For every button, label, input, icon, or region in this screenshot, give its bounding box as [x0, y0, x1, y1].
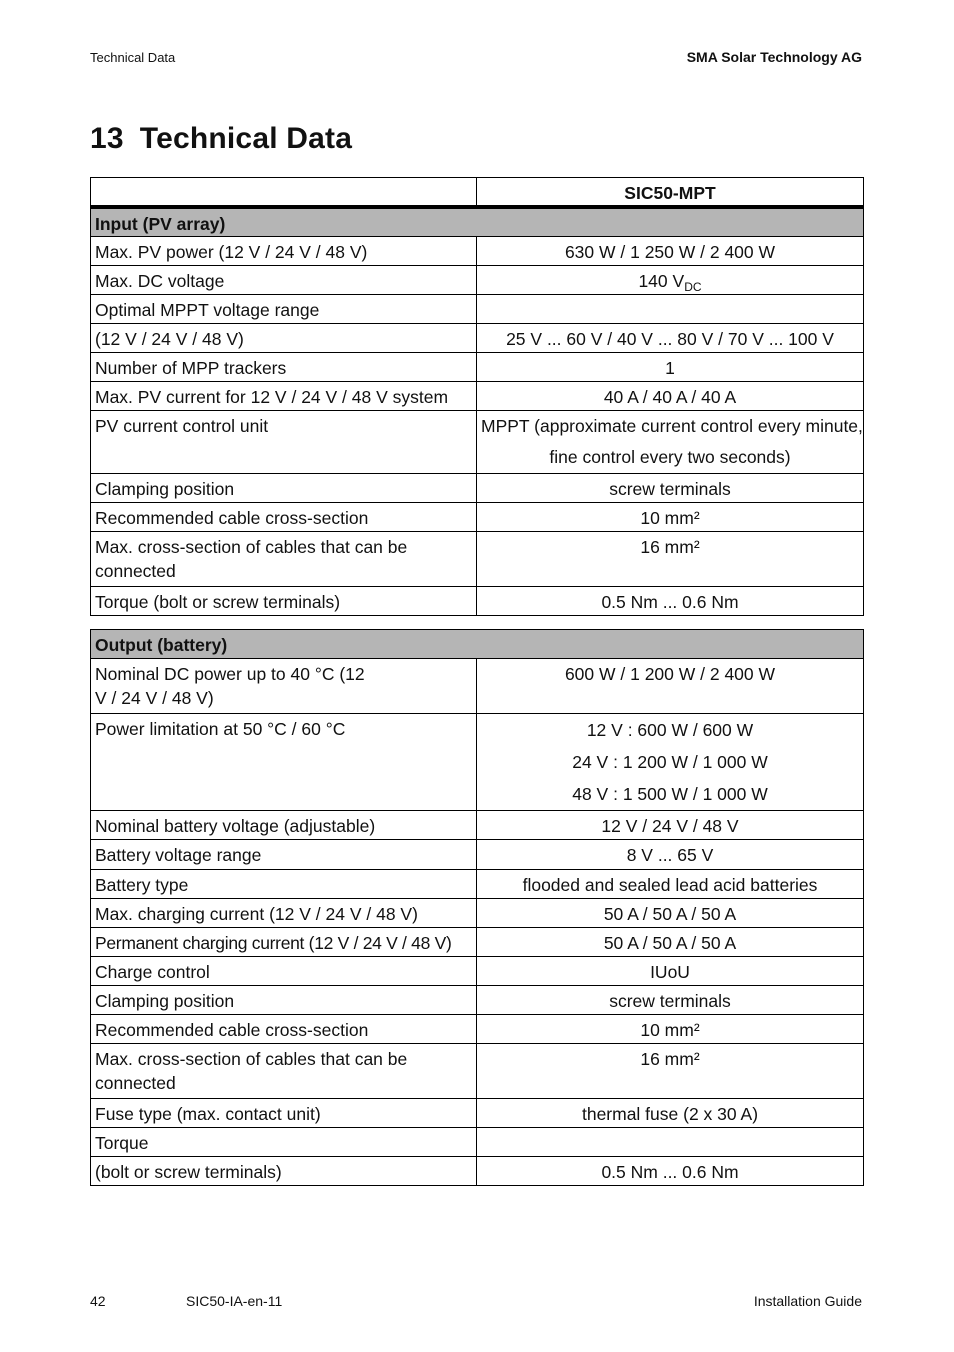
section-row	[91, 630, 864, 659]
spec-value: thermal fuse (2 x 30 A)	[477, 1099, 864, 1128]
spec-value	[477, 714, 864, 811]
model-header: SIC50-MPT	[477, 178, 864, 208]
table-row	[91, 714, 864, 811]
spec-label: Torque (bolt or screw terminals)	[91, 587, 477, 616]
table-row	[91, 659, 864, 714]
spec-value	[477, 1128, 864, 1157]
spec-label: Clamping position	[91, 986, 477, 1015]
table-header-empty	[91, 178, 477, 208]
section-row	[91, 207, 864, 237]
spec-value-line: MPPT (approximate current control every minute,	[481, 416, 863, 436]
spec-value: 8 V ... 65 V	[477, 840, 864, 870]
spec-value: 600 W / 1 200 W / 2 400 W	[477, 659, 864, 714]
spec-label: Nominal DC power up to 40 °C (12 V / 24 V / 48 V)	[91, 659, 477, 714]
table-row	[91, 1157, 864, 1186]
table-row	[91, 986, 864, 1015]
spec-value: 10 mm²	[477, 1015, 864, 1044]
spec-value: 0.5 Nm ... 0.6 Nm	[477, 1157, 864, 1186]
table-row	[91, 324, 864, 353]
spec-label: Power limitation at 50 °C / 60 °C	[91, 714, 477, 811]
output-spec-table	[90, 629, 864, 1186]
spec-value: 25 V ... 60 V / 40 V ... 80 V / 70 V ... 100 V	[477, 324, 864, 353]
table-row	[91, 503, 864, 532]
spec-label: Permanent charging current (12 V / 24 V / 48 V)	[91, 928, 477, 957]
spec-value-main: 140 V	[638, 271, 685, 291]
spec-label: Number of MPP trackers	[91, 353, 477, 382]
spec-value-subscript: DC	[684, 280, 702, 294]
spec-label: Fuse type (max. contact unit)	[91, 1099, 477, 1128]
spec-label: Nominal battery voltage (adjustable)	[91, 811, 477, 840]
table-row	[91, 382, 864, 411]
spec-value: 40 A / 40 A / 40 A	[477, 382, 864, 411]
table-row	[91, 1099, 864, 1128]
spec-value: 0.5 Nm ... 0.6 Nm	[477, 587, 864, 616]
spec-value	[477, 266, 864, 295]
table-row	[91, 840, 864, 870]
spec-value-line: 48 V : 1 500 W / 1 000 W	[572, 784, 768, 804]
table-row	[91, 899, 864, 928]
spec-label: Max. DC voltage	[91, 266, 477, 295]
section-title-input: Input (PV array)	[91, 207, 864, 237]
spec-label: Max. cross-section of cables that can be connected	[91, 532, 477, 587]
spec-value: 1	[477, 353, 864, 382]
table-row	[91, 1015, 864, 1044]
spec-label: PV current control unit	[91, 411, 477, 474]
table-row	[91, 587, 864, 616]
table-row	[91, 1044, 864, 1099]
spec-value: 12 V / 24 V / 48 V	[477, 811, 864, 840]
input-spec-table	[90, 177, 864, 616]
table-row	[91, 532, 864, 587]
page-number: 42	[90, 1293, 106, 1309]
spec-label: Clamping position	[91, 474, 477, 503]
table-row	[91, 266, 864, 295]
table-row	[91, 928, 864, 957]
spec-value: IUoU	[477, 957, 864, 986]
page-title	[90, 122, 352, 156]
spec-label: Recommended cable cross-section	[91, 1015, 477, 1044]
spec-value: 50 A / 50 A / 50 A	[477, 928, 864, 957]
spec-value: 10 mm²	[477, 503, 864, 532]
spec-label: Recommended cable cross-section	[91, 503, 477, 532]
spec-value-line: 12 V : 600 W / 600 W	[586, 720, 754, 740]
spec-value-line: 24 V : 1 200 W / 1 000 W	[572, 752, 768, 772]
spec-label: Optimal MPPT voltage range	[91, 295, 477, 324]
table-row	[91, 957, 864, 986]
spec-value: 16 mm²	[477, 532, 864, 587]
section-title-output: Output (battery)	[91, 630, 864, 659]
spec-value: screw terminals	[477, 474, 864, 503]
spec-value: 50 A / 50 A / 50 A	[477, 899, 864, 928]
document-id: SIC50-IA-en-11	[186, 1293, 283, 1309]
spec-value	[477, 295, 864, 324]
spec-value: flooded and sealed lead acid batteries	[477, 870, 864, 899]
table-row	[91, 237, 864, 266]
spec-value: 16 mm²	[477, 1044, 864, 1099]
table-row	[91, 411, 864, 474]
spec-value	[477, 411, 864, 474]
spec-value: screw terminals	[477, 986, 864, 1015]
chapter-title: Technical Data	[139, 122, 353, 155]
table-header-row	[91, 178, 864, 208]
spec-label: Charge control	[91, 957, 477, 986]
table-row	[91, 295, 864, 324]
spec-label: Max. PV power (12 V / 24 V / 48 V)	[91, 237, 477, 266]
spec-label: (12 V / 24 V / 48 V)	[91, 324, 477, 353]
chapter-number: 13	[90, 122, 124, 155]
spec-value: 630 W / 1 250 W / 2 400 W	[477, 237, 864, 266]
table-row	[91, 870, 864, 899]
table-row	[91, 353, 864, 382]
running-header-company: SMA Solar Technology AG	[686, 49, 862, 65]
running-header-section: Technical Data	[90, 50, 176, 65]
spec-label: Max. PV current for 12 V / 24 V / 48 V system	[91, 382, 477, 411]
table-row	[91, 1128, 864, 1157]
spec-label: Max. charging current (12 V / 24 V / 48 V)	[91, 899, 477, 928]
table-row	[91, 811, 864, 840]
document-type: Installation Guide	[753, 1293, 862, 1309]
spec-value-line: fine control every two seconds)	[549, 447, 791, 467]
table-row	[91, 474, 864, 503]
spec-label: Max. cross-section of cables that can be connected	[91, 1044, 477, 1099]
spec-label: Battery type	[91, 870, 477, 899]
spec-label: Battery voltage range	[91, 840, 477, 870]
spec-label: Torque	[91, 1128, 477, 1157]
spec-label: (bolt or screw terminals)	[91, 1157, 477, 1186]
